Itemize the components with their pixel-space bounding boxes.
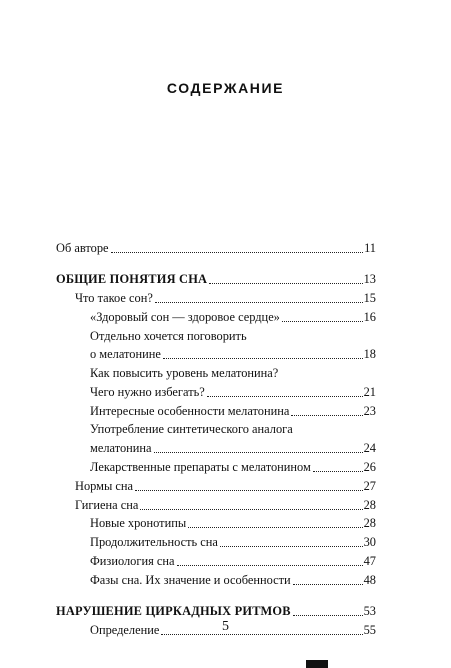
toc-entry-title: Интересные особенности мелатонина <box>90 404 290 418</box>
toc-entry-page: 16 <box>363 310 376 324</box>
toc-entry[interactable] <box>75 290 376 306</box>
toc-entry[interactable] <box>75 478 376 494</box>
toc-entry-page: 27 <box>363 479 376 493</box>
toc-subentry-line[interactable] <box>90 421 293 437</box>
toc-entry-page: 18 <box>363 347 376 361</box>
toc-subentry[interactable] <box>90 553 376 569</box>
leader-dots <box>135 490 363 491</box>
toc-entry[interactable] <box>75 497 376 513</box>
toc-entry-page: 28 <box>363 516 376 530</box>
toc-subentry[interactable] <box>90 459 376 475</box>
toc-entry-page: 48 <box>363 573 376 587</box>
leader-dots <box>188 527 362 528</box>
toc-subentry[interactable] <box>90 384 376 400</box>
toc-entry-title: Что такое сон? <box>75 291 153 305</box>
toc-entry-title: о мелатонине <box>90 347 161 361</box>
toc-entry-title: Гигиена сна <box>75 498 139 512</box>
leader-dots <box>140 509 362 510</box>
leader-dots <box>177 565 363 566</box>
leader-dots <box>220 546 363 547</box>
toc-entry-title: Нормы сна <box>75 479 134 493</box>
toc-subentry[interactable] <box>90 440 376 456</box>
leader-dots <box>207 396 363 397</box>
leader-dots <box>154 452 363 453</box>
toc-entry-page: 13 <box>363 272 376 286</box>
toc-entry-page: 47 <box>363 554 376 568</box>
toc-entry-page: 11 <box>364 241 376 255</box>
toc-entry-title: Лекарственные препараты с мелатонином <box>90 460 311 474</box>
toc-entry-page: 30 <box>363 535 376 549</box>
toc-section-title: НАРУШЕНИЕ ЦИРКАДНЫХ РИТМОВ <box>56 604 291 618</box>
toc-entry-title: Употребление синтетического аналога <box>90 422 293 436</box>
toc-entry-title: Чего нужно избегать? <box>90 385 205 399</box>
leader-dots <box>155 302 363 303</box>
page-number: 5 <box>222 619 229 634</box>
toc-entry-page: 53 <box>363 604 376 618</box>
toc-entry-title: Фазы сна. Их значение и особенности <box>90 573 291 587</box>
leader-dots <box>293 584 363 585</box>
contents-heading: СОДЕРЖАНИЕ <box>166 80 285 96</box>
toc-entry-title: Продолжительность сна <box>90 535 218 549</box>
leader-dots <box>209 283 362 284</box>
toc-entry-title: Как повысить уровень мелатонина? <box>90 366 279 380</box>
leader-dots <box>313 471 363 472</box>
leader-dots <box>291 415 362 416</box>
toc-subentry-line[interactable] <box>90 328 247 344</box>
toc-subentry[interactable] <box>90 572 376 588</box>
toc-subentry[interactable] <box>90 534 376 550</box>
leader-dots <box>282 321 363 322</box>
toc-entry-title: Об авторе <box>56 241 109 255</box>
toc-subentry[interactable] <box>90 309 376 325</box>
toc-section-title: ОБЩИЕ ПОНЯТИЯ СНА <box>56 272 208 286</box>
leader-dots <box>293 615 363 616</box>
toc-entry-page: 15 <box>363 291 376 305</box>
toc-entry-title: мелатонина <box>90 441 152 455</box>
toc-section-entry[interactable] <box>56 603 376 619</box>
toc-entry-page: 26 <box>363 460 376 474</box>
toc-entry[interactable] <box>56 240 376 256</box>
toc-entry-title: «Здоровый сон — здоровое сердце» <box>90 310 280 324</box>
toc-entry-page: 21 <box>363 385 376 399</box>
toc-entry-title: Физиология сна <box>90 554 175 568</box>
toc-entry-page: 24 <box>363 441 376 455</box>
toc-entry-title: Новые хронотипы <box>90 516 187 530</box>
toc-entry-title: Отдельно хочется поговорить <box>90 329 247 343</box>
toc-subentry[interactable] <box>90 403 376 419</box>
leader-dots <box>111 252 364 253</box>
toc-section-entry[interactable] <box>56 271 376 287</box>
toc-entry-page: 23 <box>363 404 376 418</box>
toc-entry-page: 55 <box>363 623 376 637</box>
toc-entry-title: Определение <box>90 623 160 637</box>
print-corner-mark <box>306 660 328 668</box>
toc-subentry[interactable] <box>90 515 376 531</box>
toc-subentry[interactable] <box>90 346 376 362</box>
toc-entry-page: 28 <box>363 498 376 512</box>
toc-subentry-line[interactable] <box>90 365 278 381</box>
leader-dots <box>163 358 363 359</box>
